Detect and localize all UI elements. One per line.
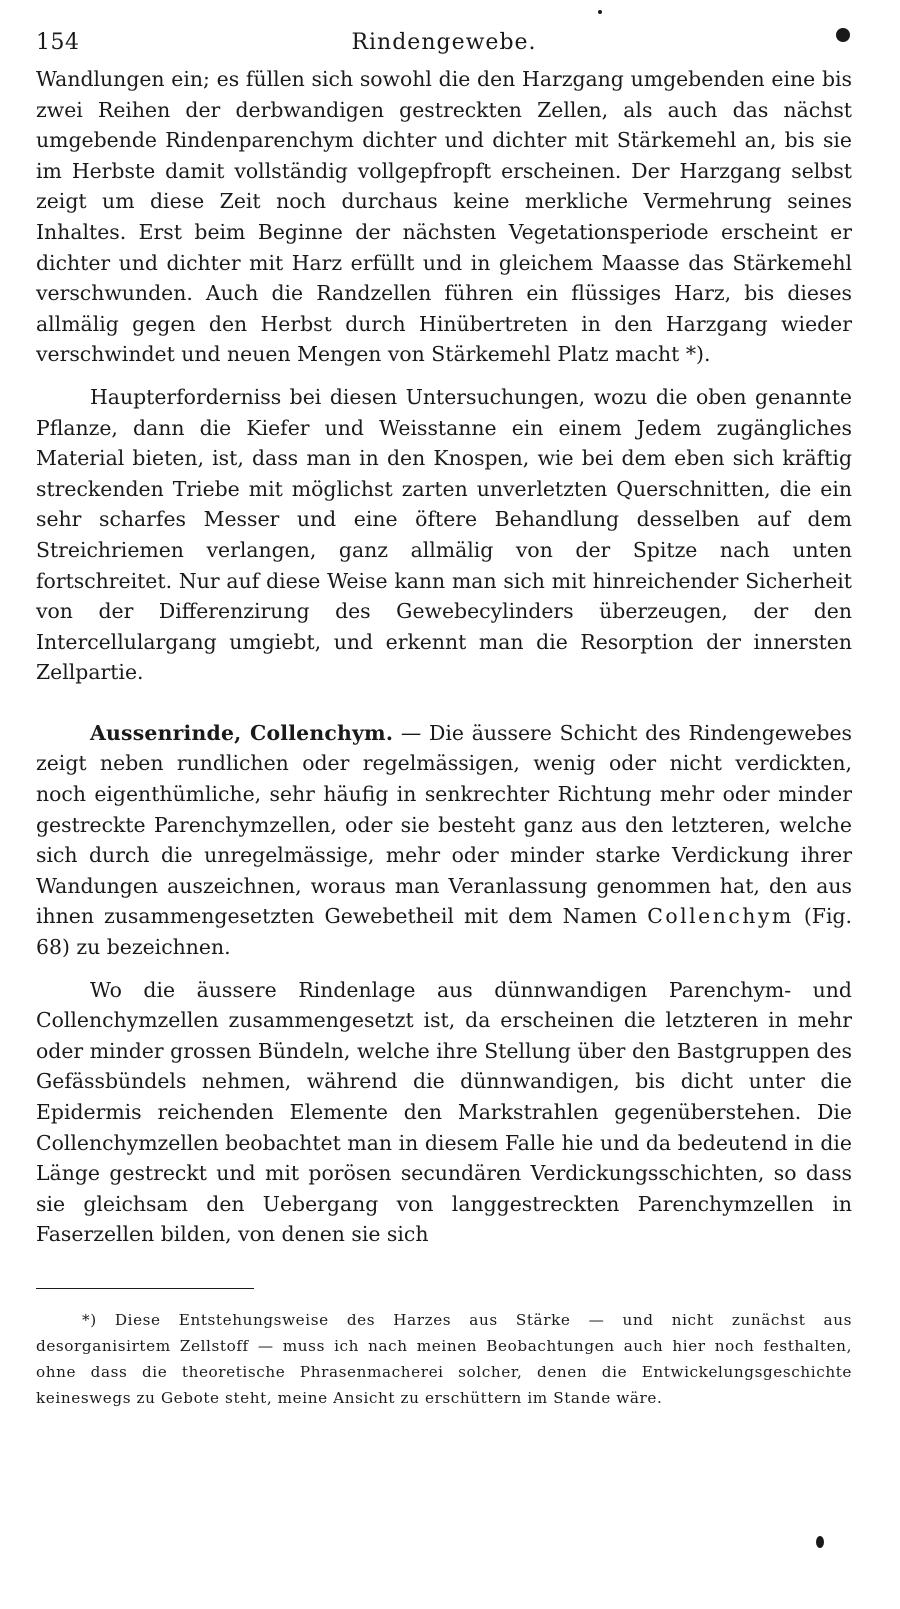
paragraph-rindenlage: Wo die äussere Rindenlage aus dünnwandigen Parenchym- und Collenchymzellen zusammengesetzt ist, da erscheinen die letzteren in mehr oder minder grossen Bündeln, welche ihre Stellung über den Bastgruppen des Gefässbündels nehmen, während die dünnwandigen, bis dicht unter die Epidermis reichenden Elemente den Markstrahlen gegenüberstehen. Die Collenchymzellen beobachtet man in diesem Falle hie und da bedeutend in die Länge gestreckt und mit porösen secundären Verdickungsschichten, so dass sie gleichsam den Uebergang von langgestreckten Parenchymzellen in Faserzellen bilden, von denen sie sich — [36, 977, 852, 1247]
paragraph-aussenrinde-end: (Fig. 68) zu bezeichnen. — [36, 904, 852, 960]
page-header — [36, 22, 852, 62]
section-heading: Aussenrinde, Collenchym. — [90, 720, 394, 745]
ink-blot-top — [836, 28, 850, 42]
running-head: Rindengewebe. — [351, 30, 537, 55]
term-collenchym: Collenchym — [647, 904, 794, 929]
ink-blot-bottom — [816, 1536, 824, 1548]
body-text — [36, 64, 852, 1250]
paragraph-harzgang-continuation: Wandlungen ein; es füllen sich sowohl die den Harzgang umgebenden eine bis zwei Reihen der derbwandigen gestreckten Zellen, als auch das nächst umgebende Rindenparenchym dichter und dichter mit Stärkemehl an, bis sie im Herbste damit vollständig vollgepfropft erscheinen. Der Harzgang selbst zeigt um diese Zeit noch durchaus keine merkliche Vermehrung seines Inhaltes. Erst beim Beginne der nächsten Vegetationsperiode erscheint er dichter und dichter mit Harz erfüllt und in gleichem Maasse das Stärkemehl verschwunden. Auch die Randzellen führen ein flüssiges Harz, bis dieses allmälig gegen den Herbst durch Hinübertreten in den Harzgang wieder verschwindet und neuen Mengen von Stärkemehl Platz macht *). — [36, 67, 852, 367]
paragraph-aussenrinde-text: — Die äussere Schicht des Rindengewebes zeigt neben rundlichen oder regelmässigen, wenig oder nicht verdickten, noch eigenthümliche, sehr häufig in senkrechter Richtung mehr oder minder gestreckte Parenchymzellen, oder sie besteht ganz aus den letzteren, welche sich durch die unregelmässige, mehr oder minder starke Verdickung ihrer Wandungen auszeichnen, woraus man Veranlassung genommen hat, den aus ihnen zusammengesetzten Gewebetheil mit dem Namen — [36, 720, 852, 929]
footnote-divider — [36, 1288, 254, 1289]
page-number: 154 — [36, 30, 80, 55]
footnote: *) Diese Entstehungsweise des Harzes aus Stärke — und nicht zunächst aus desorganisirtem Zellstoff — muss ich nach meinen Beobachtungen auch hier noch festhalten, ohne dass die theoretische Phrasenmacherei solcher, denen die Entwickelungsgeschichte keineswegs zu Gebote steht, meine Ansicht zu erschüttern im Stande wäre. — [36, 1310, 852, 1407]
ink-dot-top — [598, 10, 602, 14]
paragraph-aussenrinde — [36, 718, 852, 963]
paragraph-haupterforderniss: Haupterforderniss bei diesen Untersuchungen, wozu die oben genannte Pflanze, dann die Kiefer und Weisstanne ein einem Jedem zugängliches Material bieten, ist, dass man in den Knospen, wie bei dem eben sich kräftig streckenden Triebe mit möglichst zarten unverletzten Querschnitten, die ein sehr scharfes Messer und eine öftere Behandlung desselben auf dem Streichriemen verlangen, ganz allmälig von der Spitze nach unten fortschreitet. Nur auf diese Weise kann man sich mit hinreichender Sicherheit von der Differenzirung des Gewebecylinders überzeugen, der den Intercellulargang umgiebt, und erkennt man die Resorption der innersten Zellpartie. — [36, 384, 852, 685]
book-page — [36, 22, 852, 1411]
